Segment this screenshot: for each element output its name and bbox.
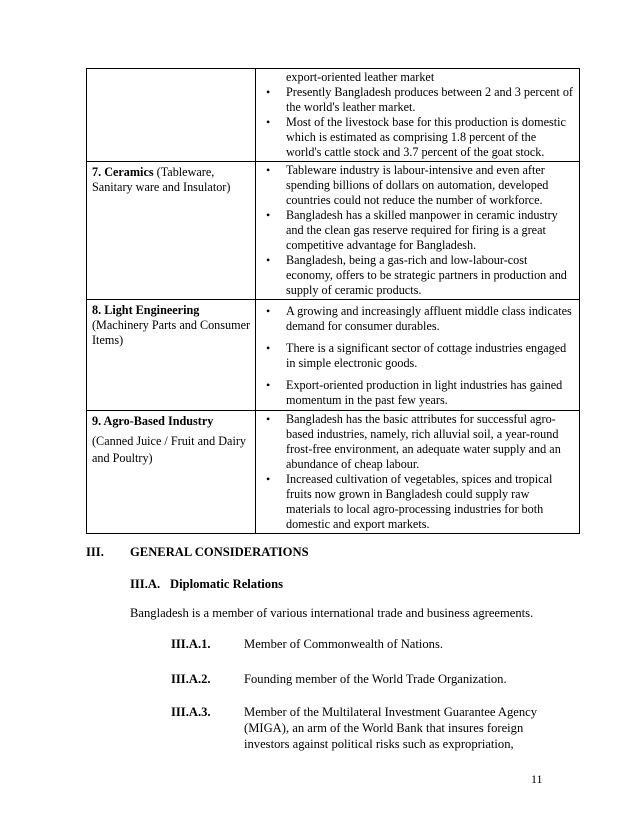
item-text: Founding member of the World Trade Organization. bbox=[244, 672, 507, 686]
list-item: • Bangladesh has a skilled manpower in ceramic industry and the clean gas reserve required for firing is a great competitive advantage for Bangladesh. bbox=[260, 208, 573, 253]
item-code: III.A.1. bbox=[171, 637, 211, 651]
list-item: export-oriented leather market bbox=[286, 70, 435, 84]
table-row bbox=[87, 69, 580, 162]
item-text: Member of the Multilateral Investment Guarantee Agency (MIGA), an arm of the World Bank that insures foreign investors against political risks such as expropriation, bbox=[244, 705, 538, 751]
sector-subtitle: (Tableware, Sanitary ware and Insulator) bbox=[92, 165, 231, 194]
details-cell bbox=[256, 411, 580, 534]
list-item: • Bangladesh, being a gas-rich and low-labour-cost economy, offers to be strategic partners in production and supply of ceramic products. bbox=[260, 253, 573, 298]
sector-subtitle: (Canned Juice / Fruit and Dairy and Poultry) bbox=[92, 434, 246, 465]
list-item: • Export-oriented production in light industries has gained momentum in the past few years. bbox=[260, 378, 573, 408]
table-row bbox=[87, 411, 580, 534]
item-text: Member of Commonwealth of Nations. bbox=[244, 637, 444, 651]
intro-paragraph: Bangladesh is a member of various international trade and business agreements. bbox=[130, 606, 534, 620]
list-item: • Tableware industry is labour-intensive and even after spending billions of dollars on automation, developed countries could not reduce the number of workforce. bbox=[260, 163, 573, 208]
section-title: GENERAL CONSIDERATIONS bbox=[130, 545, 309, 559]
sector-name: 9. Agro-Based Industry bbox=[92, 414, 214, 428]
list-item: • Increased cultivation of vegetables, spices and tropical fruits now grown in Bangladesh could supply raw materials to local agro-processing industries for both domestic and export markets. bbox=[260, 472, 573, 532]
subsection-title: Diplomatic Relations bbox=[170, 577, 283, 591]
details-cell bbox=[256, 300, 580, 411]
section-number: III. bbox=[86, 545, 104, 559]
list-item: • Presently Bangladesh produces between 2 and 3 percent of the world's leather market. bbox=[260, 85, 573, 115]
table-row bbox=[87, 162, 580, 300]
list-item: • There is a significant sector of cottage industries engaged in simple electronic goods. bbox=[260, 341, 573, 371]
sector-subtitle: (Machinery Parts and Consumer Items) bbox=[92, 318, 251, 347]
sector-cell bbox=[87, 162, 256, 300]
details-cell bbox=[256, 162, 580, 300]
sector-name: 8. Light Engineering bbox=[92, 303, 200, 317]
list-item: • Bangladesh has the basic attributes for successful agro-based industries, namely, rich alluvial soil, a year-round frost-free environment, an adequate water supply and an abundance of cheap labour. bbox=[260, 412, 573, 472]
page-number: 11 bbox=[531, 772, 543, 786]
item-code: III.A.3. bbox=[171, 705, 211, 719]
details-cell bbox=[256, 69, 580, 162]
list-item: • Most of the livestock base for this production is domestic which is estimated as comprising 1.8 percent of the world's cattle stock and 3.7 percent of the goat stock. bbox=[260, 115, 573, 160]
subsection-heading bbox=[130, 576, 283, 592]
section-heading bbox=[86, 544, 309, 560]
item-code: III.A.2. bbox=[171, 672, 211, 686]
sector-cell bbox=[87, 411, 256, 534]
sector-name: 7. Ceramics bbox=[92, 165, 154, 179]
subsection-number: III.A. bbox=[130, 577, 161, 591]
sector-table bbox=[86, 68, 580, 534]
list-item: • A growing and increasingly affluent middle class indicates demand for consumer durables. bbox=[260, 304, 573, 334]
table-row bbox=[87, 300, 580, 411]
sector-cell bbox=[87, 300, 256, 411]
sector-cell-empty bbox=[87, 69, 256, 162]
